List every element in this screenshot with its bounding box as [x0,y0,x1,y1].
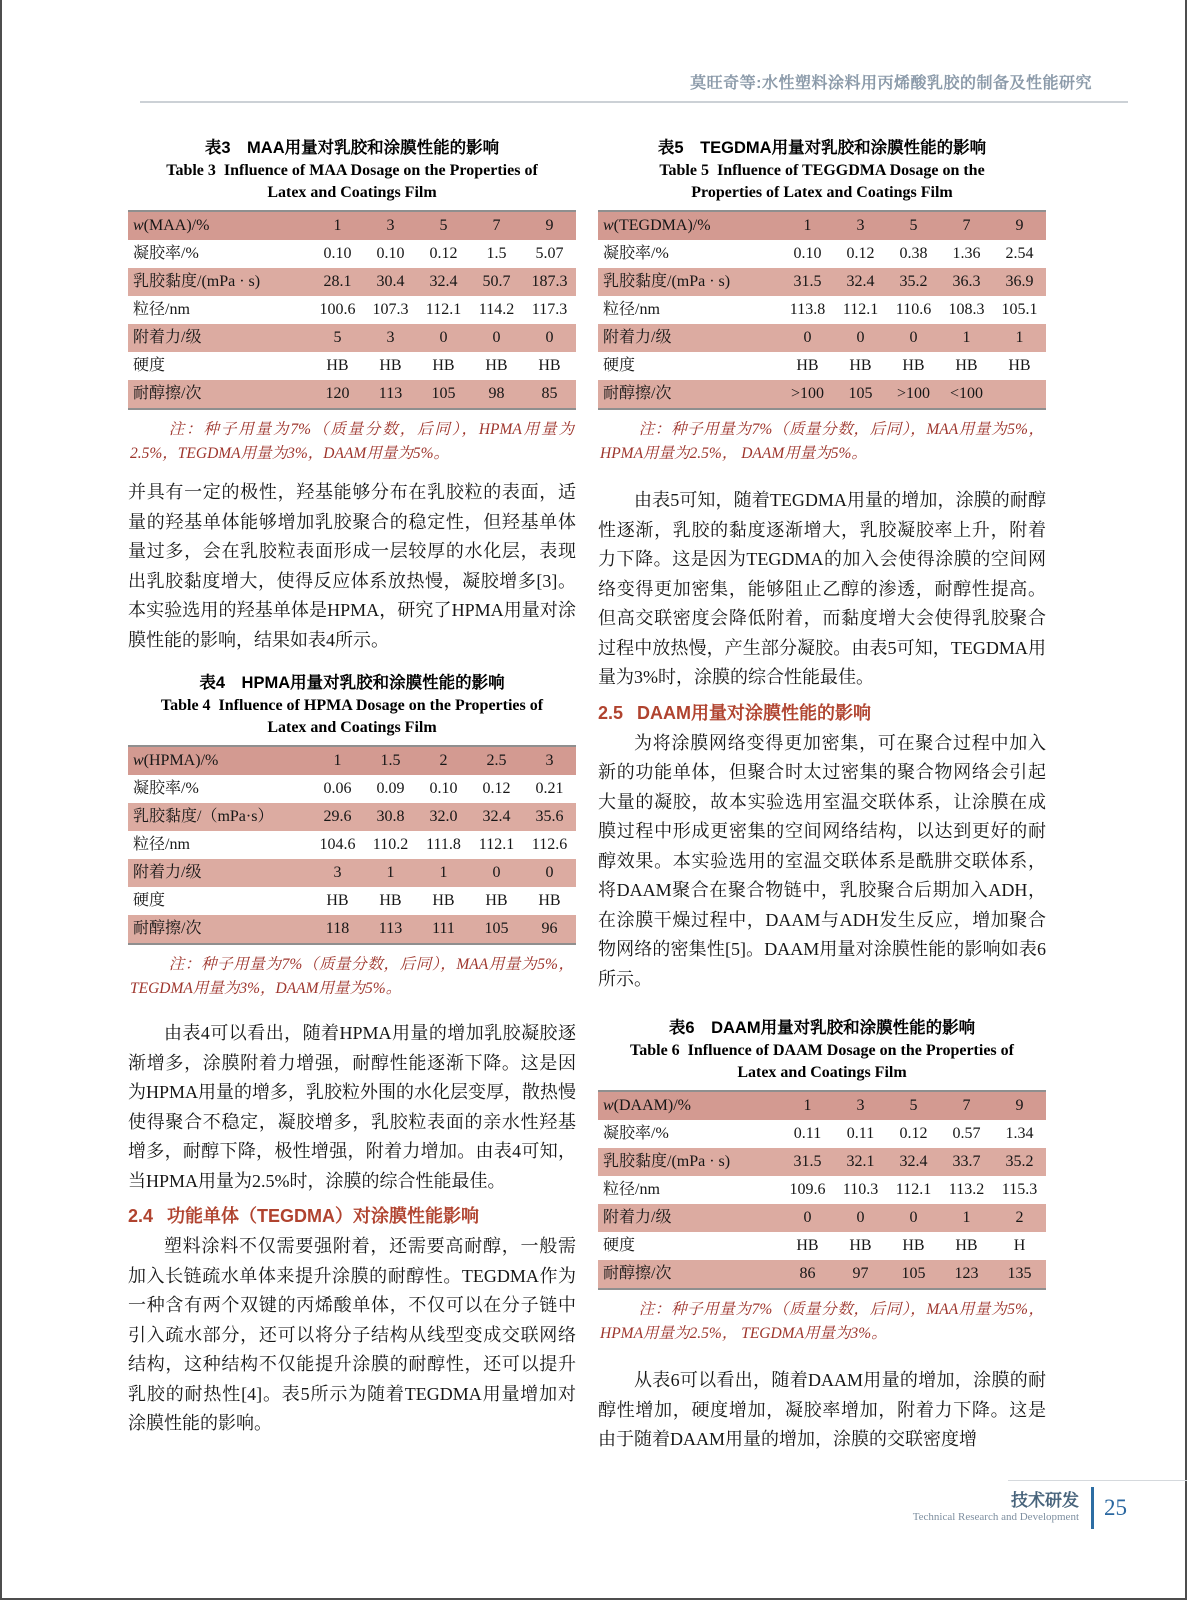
table3-caption-en-line1: Table 3 Influence of MAA Dosage on the Properties of [166,162,538,179]
cell-value: HB [485,892,508,909]
table-row [598,1204,1046,1232]
table6-caption-en [598,1040,1046,1084]
table-row [598,296,1046,324]
cell-value: HB [538,892,561,909]
cell-value: 85 [541,385,558,402]
table5-note: 注：种子用量为7%（质量分数，后同），MAA用量为5%，HPMA用量为2.5%， DAAM用量为5%。 [600,421,1044,462]
cell-value: 30.8 [376,808,405,825]
cell-value: 2 [439,752,448,769]
table4-caption-en [128,695,576,739]
cell-value: 115.3 [1001,1181,1038,1198]
cell-value: HB [432,892,455,909]
cell-value: 0.11 [846,1125,875,1142]
table6-note: 注：种子用量为7%（质量分数，后同），MAA用量为5%， HPMA用量为2.5%， TEGDMA用量为3%。 [600,1301,1044,1342]
cell-value: 100.6 [319,301,356,318]
cell-value: 7 [492,217,501,234]
cell-value: 31.5 [793,1153,822,1170]
cell-value: HB [902,1237,925,1254]
cell-value: 110.6 [895,301,932,318]
cell-value: HB [849,357,872,374]
table-row [598,268,1046,296]
row-label: 耐醇擦/次 [603,385,672,402]
cell-value: 112.1 [425,301,462,318]
cell-value: 112.1 [895,1181,932,1198]
header-rule [140,101,1128,103]
cell-value: 36.9 [1005,273,1034,290]
cell-value: 36.3 [952,273,981,290]
cell-value: 0 [909,1209,918,1226]
table-row [128,915,576,943]
cell-value: 113 [378,920,403,937]
cell-value: 0 [909,329,918,346]
table4 [128,745,576,945]
row-label: 附着力/级 [603,329,672,346]
paragraph-table4-discussion: 由表4可以看出，随着HPMA用量的增加乳胶凝胶逐渐增多，涂膜附着力增强，耐醇性能逐渐下降。这是因为HPMA用量的增多，乳胶粒外围的水化层变厚，散热慢使得聚合不稳定，凝胶增多，乳胶粒表面的亲水性羟基增多，耐醇下降，极性增强，附着力增加。由表4可知，当HPMA用量为2.5%时，涂膜的综合性能最佳。 [128,1023,577,1191]
cell-value: 0.38 [899,245,928,262]
table-row [128,380,576,408]
cell-value: 0.10 [323,245,352,262]
table5-caption-cn: 表5 TEGDMA用量对乳胶和涂膜性能的影响 [657,139,987,157]
cell-value: 112.6 [531,836,568,853]
cell-value: 1.5 [380,752,401,769]
row-label: 附着力/级 [133,329,202,346]
row-label: 乳胶黏度/(mPa · s) [603,1153,731,1170]
cell-value: 0.57 [952,1125,981,1142]
table-row [128,268,576,296]
table-row [598,1092,1046,1120]
cell-value: 107.3 [372,301,409,318]
table-row [128,831,576,859]
cell-value: 1 [333,217,342,234]
section-number: 2.4 [128,1206,154,1226]
table-row [598,352,1046,380]
cell-value: 35.2 [1005,1153,1034,1170]
cell-value: 105.1 [1001,301,1038,318]
cell-value: 0 [803,1209,812,1226]
cell-value: 120 [325,385,350,402]
cell-value: 1 [386,864,395,881]
paragraph-section-2-4: 塑料涂料不仅需要强附着，还需要高耐醇，一般需加入长链疏水单体来提升涂膜的耐醇性。TEGDMA作为一种含有两个双键的丙烯酸单体，不仅可以在分子链中引入疏水部分，还可以将分子结构从线型变成交联网络结构，这种结构不仅能提升涂膜的耐醇性，还可以提升乳胶的耐热性[4]。表5所示为随着TEGDMA用量增加对涂膜性能的影响。 [128,1236,576,1433]
cell-value: 110.2 [372,836,409,853]
cell-value: 32.4 [899,1153,928,1170]
cell-value: >100 [896,385,931,402]
table-row [128,324,576,352]
cell-value: 97 [852,1265,869,1282]
left-column [128,136,576,1439]
cell-value: 111.8 [426,836,461,853]
cell-value: HB [796,357,819,374]
cell-value: 0 [545,864,554,881]
cell-value: HB [432,357,455,374]
cell-value: 0 [856,329,865,346]
cell-value: 187.3 [531,273,568,290]
table4-caption-en-line2: Latex and Coatings Film [267,719,437,736]
cell-value: 112.1 [842,301,879,318]
cell-value: HB [379,357,402,374]
table-row [598,1260,1046,1288]
footer-section-en: Technical Research and Development [912,1511,1079,1523]
table-row [128,887,576,915]
cell-value: 108.3 [948,301,985,318]
cell-value: 1.34 [1005,1125,1034,1142]
table-row [128,212,576,240]
cell-value: <100 [949,385,984,402]
cell-value: 5 [909,1097,918,1114]
cell-value: 1 [1015,329,1024,346]
cell-value: 0.21 [535,780,564,797]
cell-value: 5 [439,217,448,234]
cell-value: 35.2 [899,273,928,290]
section-number: 2.5 [598,702,624,723]
cell-value: 2.54 [1005,245,1034,262]
cell-value: 113.8 [789,301,826,318]
cell-value: 0 [492,864,501,881]
cell-value: HB [1008,357,1031,374]
table-row [128,775,576,803]
table3-caption-cn: 表3 MAA用量对乳胶和涂膜性能的影响 [204,139,500,157]
cell-value: 1.36 [952,245,981,262]
cell-value: 0.12 [429,245,458,262]
cell-value: 2.5 [486,752,507,769]
section-heading-2-5 [598,699,1046,727]
cell-value: HB [485,357,508,374]
cell-value: 118 [325,920,350,937]
cell-value: 3 [333,864,342,881]
row-label: 硬度 [133,892,166,909]
table-row [598,240,1046,268]
cell-value: 111 [432,920,455,937]
table3-caption-en [128,160,576,204]
cell-value: 86 [799,1265,816,1282]
row-label: 粒径/nm [133,836,190,853]
table-row [598,1232,1046,1260]
table6-block [598,1016,1046,1346]
cell-value: 1 [803,217,812,234]
cell-value: 110.3 [842,1181,879,1198]
paragraph-table5-discussion: 由表5可知，随着TEGDMA用量的增加，涂膜的耐醇性逐渐，乳胶的黏度逐渐增大，乳胶凝胶率上升，附着力下降。这是因为TEGDMA的加入会使得涂膜的空间网络变得更加密集，能够阻止乙醇的渗透，耐醇性提高。但高交联密度会降低附着，而黏度增大会使得乳胶聚合过程中放热慢，产生部分凝胶。由表5可知，TEGDMA用量为3%时，涂膜的综合性能最佳。 [598,490,1046,687]
cell-value: >100 [790,385,825,402]
cell-value: 3 [386,217,395,234]
table6-caption-en-line1: Table 6 Influence of DAAM Dosage on the Properties of [630,1042,1014,1059]
row-label: 凝胶率/% [133,245,199,262]
row-label: 硬度 [603,1237,636,1254]
cell-value: 1 [962,329,971,346]
table5-caption-en-line2: Properties of Latex and Coatings Film [691,184,953,201]
cell-value: 123 [954,1265,979,1282]
cell-value: 9 [545,217,554,234]
table4-caption-en-line1: Table 4 Influence of HPMA Dosage on the Properties of [160,697,544,714]
row-label: 耐醇擦/次 [133,920,202,937]
cell-value: 0.06 [323,780,352,797]
cell-value: 7 [962,1097,971,1114]
row-label: w(MAA)/% [133,217,210,234]
cell-value: HB [538,357,561,374]
table4-block [128,671,576,1001]
row-label: 附着力/级 [603,1209,672,1226]
cell-value: 50.7 [482,273,511,290]
table5-block [598,136,1046,466]
running-title: 莫旺奇等:水性塑料涂料用丙烯酸乳胶的制备及性能研究 [690,75,1092,92]
footer-section-cn: 技术研发 [1011,1491,1079,1510]
cell-value: 1.5 [486,245,507,262]
table-row [598,1176,1046,1204]
cell-value: 0.12 [899,1125,928,1142]
row-label: 凝胶率/% [603,1125,669,1142]
row-label: w(HPMA)/% [133,752,219,769]
cell-value: HB [955,1237,978,1254]
cell-value: 0.12 [846,245,875,262]
table3 [128,210,576,410]
cell-value: HB [326,357,349,374]
paragraph-section-2-5: 为将涂膜网络变得更加密集，可在聚合过程中加入新的功能单体，但聚合时太过密集的聚合物网络会引起大量的凝胶，故本实验选用室温交联体系，让涂膜在成膜过程中形成更密集的空间网络结构，以达到更好的耐醇效果。本实验选用的室温交联体系是酰肼交联体系，将DAAM聚合在聚合物链中，乳胶聚合后期加入ADH，在涂膜干燥过程中，DAAM与ADH发生反应，增加聚合物网络的密集性[5]。DAAM用量对涂膜性能的影响如表6所示。 [598,732,1046,989]
cell-value: 105 [848,385,873,402]
table4-caption-cn: 表4 HPMA用量对乳胶和涂膜性能的影响 [199,674,505,692]
row-label: 硬度 [603,357,636,374]
cell-value: 113.2 [948,1181,985,1198]
cell-value: 0.11 [793,1125,822,1142]
table3-note: 注：种子用量为7%（质量分数，后同），HPMA用量为2.5%，TEGDMA用量为3%，DAAM用量为5%。 [130,421,574,462]
row-label: 硬度 [133,357,166,374]
cell-value: 32.4 [482,808,511,825]
cell-value: 9 [1015,217,1024,234]
row-label: 乳胶黏度/(mPa · s) [603,273,731,290]
table5-caption-en-line1: Table 5 Influence of TEGGDMA Dosage on the [659,162,985,179]
paragraph-table6-discussion: 从表6可以看出，随着DAAM用量的增加，涂膜的耐醇性增加，硬度增加，凝胶率增加，附着力下降。这是由于随着DAAM用量的增加，涂膜的交联密度增 [598,1370,1046,1449]
cell-value: HB [379,892,402,909]
cell-value: 1 [333,752,342,769]
cell-value: 3 [856,217,865,234]
cell-value: 0 [439,329,448,346]
cell-value: 0 [492,329,501,346]
cell-value: 5.07 [535,245,564,262]
table-row [598,1148,1046,1176]
cell-value: 0.10 [429,780,458,797]
row-label: 乳胶黏度/（mPa·s） [133,808,274,825]
row-label: 耐醇擦/次 [603,1265,672,1282]
cell-value: 114.2 [478,301,515,318]
cell-value: 3 [856,1097,865,1114]
table-row [128,859,576,887]
cell-value: 109.6 [789,1181,826,1198]
cell-value: HB [849,1237,872,1254]
cell-value: HB [326,892,349,909]
table6-caption-cn: 表6 DAAM用量对乳胶和涂膜性能的影响 [668,1019,976,1037]
cell-value: 0.10 [793,245,822,262]
table6 [598,1090,1046,1290]
cell-value: 7 [962,217,971,234]
cell-value: 113 [378,385,403,402]
cell-value: 32.4 [846,273,875,290]
cell-value: 96 [541,920,558,937]
section-heading-2-4 [128,1202,576,1230]
cell-value: 32.0 [429,808,458,825]
cell-value: HB [955,357,978,374]
cell-value: 98 [488,385,505,402]
footer-section-labels [913,1491,1079,1525]
cell-value: H [1013,1237,1026,1254]
table3-block [128,136,576,466]
table6-caption-en-line2: Latex and Coatings Film [737,1064,907,1081]
row-label: 附着力/级 [133,864,202,881]
cell-value: 0.09 [376,780,405,797]
cell-value: 28.1 [323,273,352,290]
cell-value: 33.7 [952,1153,981,1170]
table-row [598,324,1046,352]
cell-value: HB [902,357,925,374]
cell-value: 9 [1015,1097,1024,1114]
table-row [598,1120,1046,1148]
table-row [128,747,576,775]
cell-value: 5 [333,329,342,346]
cell-value: 0 [545,329,554,346]
cell-value: 135 [1007,1265,1032,1282]
table-row [128,352,576,380]
row-label: 凝胶率/% [603,245,669,262]
footer-divider-bar [1091,1487,1094,1529]
cell-value: 35.6 [535,808,564,825]
table-row [598,380,1046,408]
cell-value: 105 [431,385,456,402]
row-label: 凝胶率/% [133,780,199,797]
section-title: 功能单体（TEGDMA）对涂膜性能影响 [167,1206,480,1226]
cell-value: 32.4 [429,273,458,290]
row-label: 乳胶黏度/(mPa · s) [133,273,261,290]
cell-value: 2 [1015,1209,1024,1226]
row-label: w(TEGDMA)/% [603,217,711,234]
row-label: w(DAAM)/% [603,1097,691,1114]
table-row [598,212,1046,240]
cell-value: 0.10 [376,245,405,262]
row-label: 粒径/nm [133,301,190,318]
cell-value: HB [796,1237,819,1254]
cell-value: 3 [386,329,395,346]
row-label: 粒径/nm [603,1181,660,1198]
table3-caption-en-line2: Latex and Coatings Film [267,184,437,201]
cell-value: 1 [803,1097,812,1114]
page-number: 25 [1104,1495,1127,1520]
cell-value: 29.6 [323,808,352,825]
row-label: 耐醇擦/次 [133,385,202,402]
scan-edge-left [0,0,2,1600]
table-row [128,240,576,268]
table4-note: 注：种子用量为7%（质量分数，后同），MAA用量为5%，TEGDMA用量为3%，DAAM用量为5%。 [130,956,574,997]
cell-value: 117.3 [531,301,568,318]
paragraph-hydroxyl: 并具有一定的极性，羟基能够分布在乳胶粒的表面，适量的羟基单体能够增加乳胶聚合的稳定性，但羟基单体量过多，会在乳胶粒表面形成一层较厚的水化层，表现出乳胶黏度增大，使得反应体系放热慢，凝胶增多[3]。本实验选用的羟基单体是HPMA，研究了HPMA用量对涂膜性能的影响，结果如表4所示。 [128,482,576,650]
cell-value: 1 [962,1209,971,1226]
cell-value: 105 [484,920,509,937]
cell-value: 5 [909,217,918,234]
cell-value: 32.1 [846,1153,875,1170]
table-row [128,296,576,324]
cell-value: 0 [803,329,812,346]
cell-value: 112.1 [478,836,515,853]
cell-value: 31.5 [793,273,822,290]
cell-value: 3 [545,752,554,769]
section-title: DAAM用量对涂膜性能的影响 [637,702,872,723]
cell-value: 30.4 [376,273,405,290]
footer-rule [1008,1480,1187,1481]
cell-value: 105 [901,1265,926,1282]
page-footer [913,1487,1127,1529]
table5 [598,210,1046,410]
cell-value [993,380,1046,408]
table5-caption-en [598,160,1046,204]
table-row [128,803,576,831]
cell-value: 0.12 [482,780,511,797]
right-column [598,136,1046,1455]
cell-value: 1 [439,864,448,881]
cell-value: 104.6 [319,836,356,853]
cell-value: 0 [856,1209,865,1226]
row-label: 粒径/nm [603,301,660,318]
